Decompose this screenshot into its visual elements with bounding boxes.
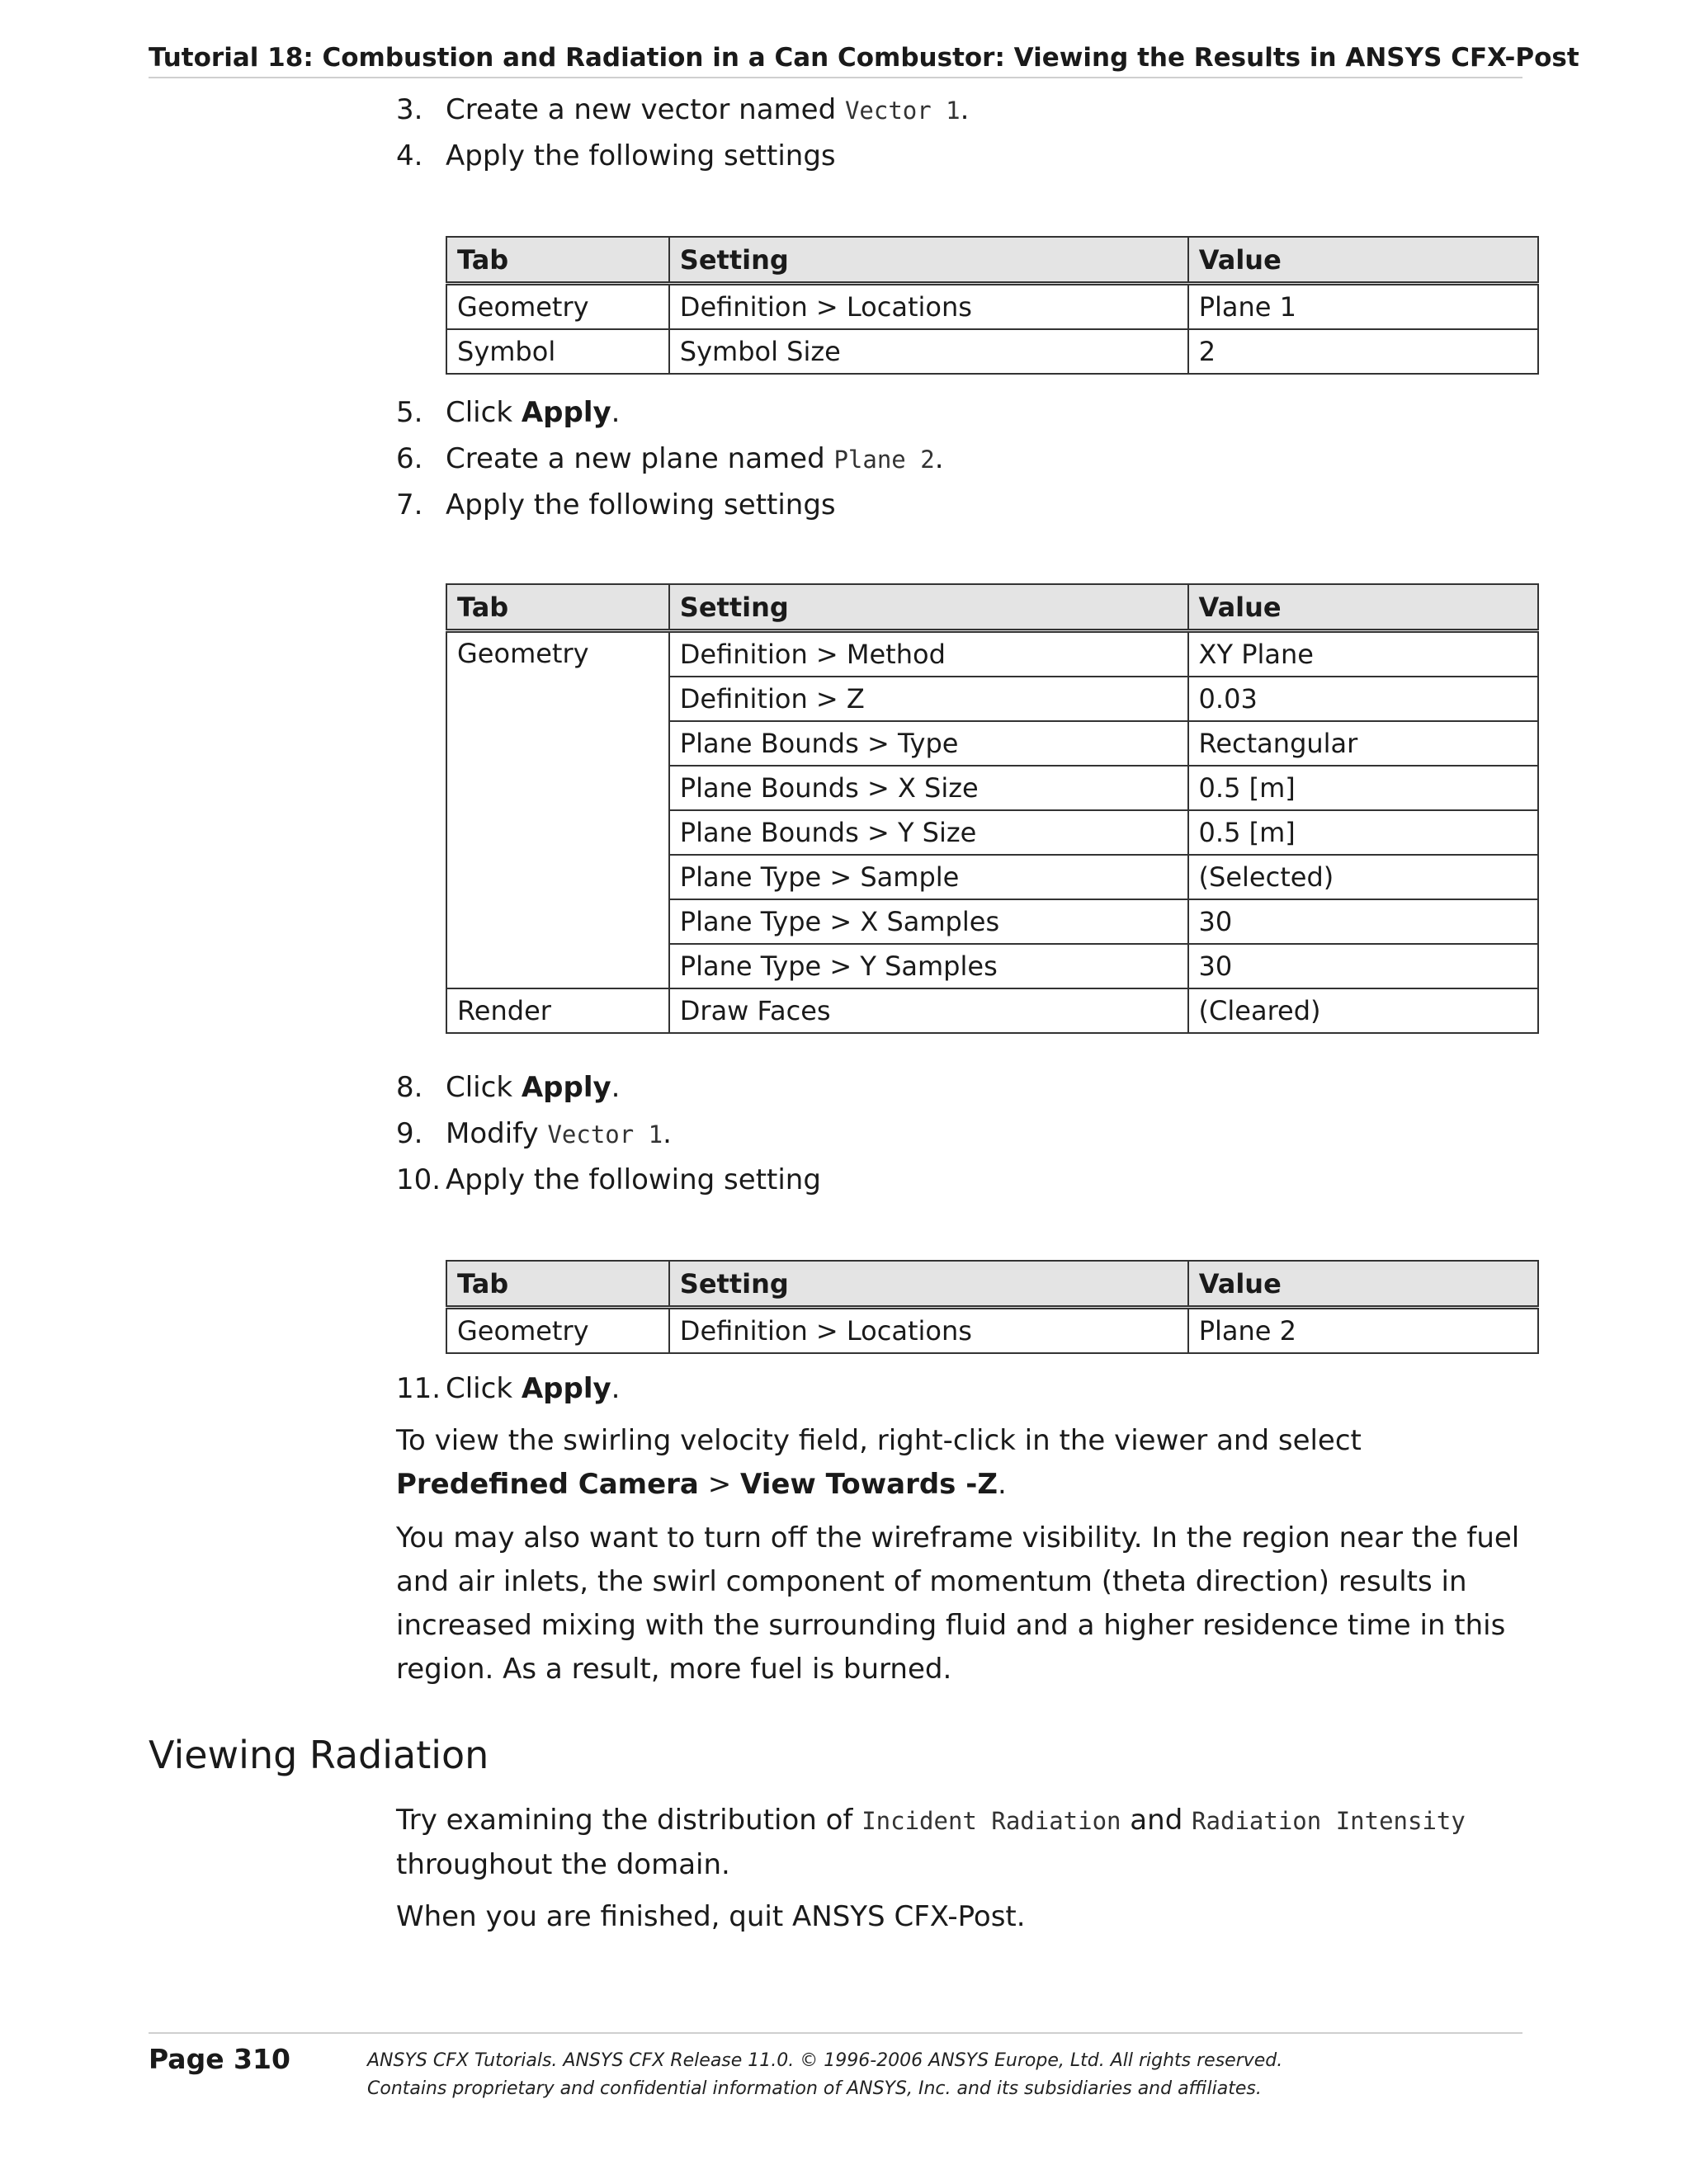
table-row [446,329,1538,374]
ui-label-predefined-camera: Predefined Camera [396,1468,699,1501]
ui-label-apply: Apply [521,1071,611,1104]
step-number: 5. [396,396,423,429]
table-header-row [446,1261,1538,1308]
column-header: Setting [669,584,1188,631]
table-cell: Geometry [446,1308,669,1354]
step-7: 7. Apply the following settings [396,488,836,521]
section-heading: Viewing Radiation [149,1733,489,1777]
table-cell: Definition > Z [669,677,1188,721]
table-cell: XY Plane [1188,631,1538,677]
column-header: Value [1188,237,1538,284]
step-5: 5. Click Apply. [396,396,621,429]
table-cell: (Selected) [1188,855,1538,899]
column-header: Value [1188,1261,1538,1308]
table-cell: Plane Type > X Samples [669,899,1188,944]
column-header: Tab [446,1261,669,1308]
code-vector-1: Vector 1 [547,1120,663,1149]
step-8: 8. Click Apply. [396,1071,621,1104]
column-header: Setting [669,237,1188,284]
column-header: Value [1188,584,1538,631]
table-row [446,284,1538,330]
footer-rule [149,2032,1522,2034]
step-3: 3. Create a new vector named Vector 1. [396,93,970,126]
table-cell: Definition > Locations [669,1308,1188,1354]
step-text: Apply the following settings [446,139,836,172]
table-cell: (Cleared) [1188,988,1538,1033]
paragraph-radiation: Try examining the distribution of Incident Radiation and Radiation Intensity throughout the domain. [396,1804,1466,1881]
step-number: 8. [396,1071,423,1104]
step-number: 11. [396,1372,441,1405]
table-cell: Definition > Method [669,631,1188,677]
table-row [446,631,1538,677]
column-header: Setting [669,1261,1188,1308]
code-incident-radiation: Incident Radiation [862,1807,1121,1835]
table-cell: 30 [1188,944,1538,988]
ui-label-apply: Apply [521,396,611,429]
paragraph-finish: When you are finished, quit ANSYS CFX-Post. [396,1900,1026,1933]
settings-table-2 [446,583,1539,1034]
table-cell: Render [446,988,669,1033]
step-number: 10. [396,1163,441,1196]
table-cell: 30 [1188,899,1538,944]
footer-line-1: ANSYS CFX Tutorials. ANSYS CFX Release 11.0. © 1996-2006 ANSYS Europe, Ltd. All rights reserved. [367,2050,1283,2071]
table-cell: Draw Faces [669,988,1188,1033]
footer-line-2: Contains proprietary and confidential information of ANSYS, Inc. and its subsidiaries and affiliates. [367,2078,1262,2099]
table-cell: Symbol Size [669,329,1188,374]
table-cell: 0.5 [m] [1188,766,1538,810]
table-cell: Definition > Locations [669,284,1188,330]
step-text: Create a new vector named [446,93,845,126]
settings-table-3 [446,1260,1539,1354]
code-plane-2: Plane 2 [833,446,935,474]
running-header: Tutorial 18: Combustion and Radiation in a Can Combustor: Viewing the Results in ANSYS CFX-Post [149,43,1579,73]
paragraph-camera: To view the swirling velocity field, right-click in the viewer and select Predefined Camera > View Towards -Z. [396,1424,1362,1501]
code-radiation-intensity: Radiation Intensity [1192,1807,1466,1835]
table-cell: Plane 2 [1188,1308,1538,1354]
footer-copyright [367,2047,1282,2103]
table-cell: 0.5 [m] [1188,810,1538,855]
table-row [446,1308,1538,1354]
ui-label-view-towards-z: View Towards -Z [740,1468,998,1501]
table-cell: Symbol [446,329,669,374]
table-cell: Plane Bounds > Y Size [669,810,1188,855]
step-number: 9. [396,1117,423,1150]
table-cell: Plane Bounds > X Size [669,766,1188,810]
step-number: 3. [396,93,423,126]
step-9: 9. Modify Vector 1. [396,1117,672,1150]
step-number: 4. [396,139,423,172]
code-vector-1: Vector 1 [844,97,961,125]
table-cell-geometry: Geometry [446,631,669,989]
table-cell: Plane Type > Sample [669,855,1188,899]
table-cell: Plane Bounds > Type [669,721,1188,766]
table-header-row [446,584,1538,631]
step-4 [396,139,836,173]
step-6: 6. Create a new plane named Plane 2. [396,442,944,475]
step-number: 6. [396,442,423,475]
table-cell: Rectangular [1188,721,1538,766]
settings-table-1 [446,236,1539,375]
step-10: 10. Apply the following setting [396,1163,821,1196]
header-rule [149,77,1522,78]
table-row [446,988,1538,1033]
column-header: Tab [446,237,669,284]
table-cell: 0.03 [1188,677,1538,721]
page-number: Page 310 [149,2043,290,2075]
ui-label-apply: Apply [521,1372,611,1405]
column-header: Tab [446,584,669,631]
table-header-row [446,237,1538,284]
table-cell: Plane 1 [1188,284,1538,330]
table-cell: Geometry [446,284,669,330]
step-11: 11. Click Apply. [396,1372,621,1405]
paragraph-wireframe: You may also want to turn off the wireframe visibility. In the region near the fuel and air inlets, the swirl component of momentum (theta direction) results in increased mixing with the surrounding fluid and a higher residence time in this region. As a result, more fuel is burned. [396,1521,1520,1686]
step-number: 7. [396,488,423,521]
table-cell: 2 [1188,329,1538,374]
table-cell: Plane Type > Y Samples [669,944,1188,988]
